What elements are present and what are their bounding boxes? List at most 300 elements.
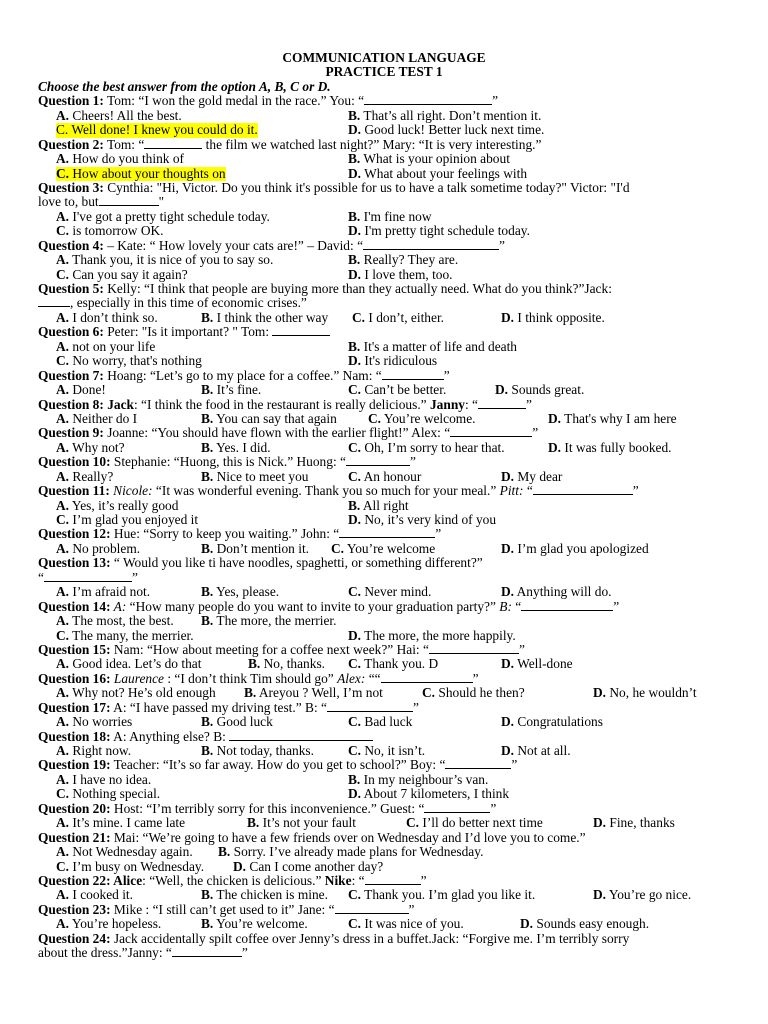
option-c-highlighted[interactable] bbox=[56, 123, 258, 137]
option-b[interactable] bbox=[348, 340, 517, 354]
options-row bbox=[38, 210, 730, 224]
option-text: I cooked it. bbox=[72, 887, 134, 903]
option-text: That’s all right. Don’t mention it. bbox=[363, 107, 542, 123]
option-label: D. bbox=[501, 714, 515, 730]
option-b[interactable] bbox=[248, 657, 325, 671]
option-a[interactable] bbox=[56, 542, 140, 556]
option-b[interactable] bbox=[201, 542, 309, 556]
speaker-name: Alex: bbox=[337, 670, 366, 686]
option-label: B. bbox=[348, 252, 361, 268]
question-11 bbox=[38, 484, 730, 498]
question-17 bbox=[38, 701, 730, 715]
option-a[interactable] bbox=[56, 686, 216, 700]
option-text: Cheers! All the best. bbox=[72, 107, 182, 123]
option-d[interactable] bbox=[348, 167, 527, 181]
option-c[interactable] bbox=[422, 686, 525, 700]
option-c[interactable] bbox=[368, 412, 476, 426]
option-d[interactable] bbox=[501, 657, 573, 671]
option-label: D. bbox=[495, 382, 509, 398]
option-label: C. bbox=[348, 916, 362, 932]
option-label: B. bbox=[201, 743, 214, 759]
option-text: I don’t think so. bbox=[72, 309, 158, 325]
question-3 bbox=[38, 181, 730, 195]
question-text: : “I don’t think Tim should go” bbox=[163, 670, 338, 686]
option-c[interactable] bbox=[352, 311, 444, 325]
question-6 bbox=[38, 325, 730, 339]
option-label: A. bbox=[56, 656, 70, 672]
option-d[interactable] bbox=[593, 816, 675, 830]
option-d[interactable] bbox=[348, 513, 496, 527]
option-label: D. bbox=[501, 656, 515, 672]
question-tail: ” bbox=[443, 367, 450, 383]
option-a[interactable] bbox=[56, 845, 193, 859]
speaker-name: Nicole: bbox=[109, 483, 153, 499]
option-text: I’m glad you enjoyed it bbox=[72, 512, 199, 528]
option-d[interactable] bbox=[501, 470, 562, 484]
option-label: D. bbox=[593, 815, 607, 831]
option-a[interactable] bbox=[56, 109, 182, 123]
option-label: B. bbox=[348, 497, 361, 513]
question-text: “ Would you like ti have noodles, spaghetti, or something different?” bbox=[110, 555, 483, 571]
option-text: All right bbox=[362, 497, 409, 513]
question-number: Question 11: bbox=[38, 483, 110, 499]
option-label: C. bbox=[348, 743, 362, 759]
question-number: Question 5: bbox=[38, 281, 104, 297]
option-b[interactable] bbox=[201, 744, 314, 758]
option-text: It’s mine. I came late bbox=[72, 815, 186, 831]
option-c[interactable] bbox=[56, 224, 164, 238]
option-b[interactable] bbox=[201, 383, 261, 397]
question-number: Question 22: bbox=[38, 872, 111, 888]
option-label: A. bbox=[56, 382, 70, 398]
option-text: Good idea. Let’s do that bbox=[72, 656, 202, 672]
question-number: Question 15: bbox=[38, 641, 111, 657]
option-label: A. bbox=[56, 439, 70, 455]
question-number: Question 13: bbox=[38, 555, 111, 571]
option-b[interactable] bbox=[348, 152, 510, 166]
option-a[interactable] bbox=[56, 152, 184, 166]
option-label: D. bbox=[348, 122, 362, 138]
question-tail: ” bbox=[532, 425, 539, 441]
option-label: D. bbox=[593, 887, 607, 903]
option-a[interactable] bbox=[56, 744, 131, 758]
answer-blank bbox=[346, 465, 410, 466]
question-22 bbox=[38, 874, 730, 888]
options-row bbox=[38, 354, 730, 368]
option-text: You’re welcome. bbox=[216, 916, 308, 932]
option-text: Good luck! Better luck next time. bbox=[364, 122, 545, 138]
option-text: I have no idea. bbox=[72, 771, 152, 787]
option-c[interactable] bbox=[348, 888, 535, 902]
question-text: Kelly: “I think that people are buying more than they actually need. What do you think?”Jack: bbox=[103, 281, 612, 297]
option-label: B. bbox=[348, 107, 361, 123]
option-label: B. bbox=[348, 338, 361, 354]
option-c[interactable] bbox=[406, 816, 543, 830]
options-row bbox=[38, 542, 730, 556]
question-text: “ bbox=[511, 598, 522, 614]
question-number: Question 20: bbox=[38, 800, 111, 816]
option-text: Well done! I knew you could do it. bbox=[71, 122, 258, 138]
option-text: I'm fine now bbox=[363, 208, 432, 224]
question-text: Peter: "Is it important? " Tom: bbox=[103, 324, 273, 340]
option-a[interactable] bbox=[56, 383, 106, 397]
option-text: Sounds easy enough. bbox=[536, 916, 650, 932]
option-a[interactable] bbox=[56, 470, 113, 484]
option-c[interactable] bbox=[56, 513, 198, 527]
question-text: ““ bbox=[365, 670, 381, 686]
option-c[interactable] bbox=[348, 744, 425, 758]
option-label: B. bbox=[201, 714, 214, 730]
question-tail: ” bbox=[499, 237, 505, 253]
options-row bbox=[38, 585, 730, 599]
question-21 bbox=[38, 831, 730, 845]
option-label: C. bbox=[348, 468, 362, 484]
option-label: C. bbox=[56, 353, 70, 369]
option-label: A. bbox=[56, 252, 70, 268]
option-text: not on your life bbox=[72, 338, 156, 354]
answer-blank bbox=[339, 537, 435, 538]
option-d[interactable] bbox=[495, 383, 584, 397]
answer-blank bbox=[327, 711, 413, 712]
option-a[interactable] bbox=[56, 340, 155, 354]
option-d[interactable] bbox=[548, 441, 672, 455]
option-c[interactable] bbox=[348, 441, 505, 455]
question-5 bbox=[38, 282, 730, 296]
option-d[interactable] bbox=[593, 888, 691, 902]
question-text: Teacher: “It’s so far away. How do you get to school?” Boy: “ bbox=[110, 757, 446, 773]
question-tail: ” bbox=[131, 569, 138, 585]
options-row bbox=[38, 109, 730, 123]
question-text: A: “I have passed my driving test.” B: “ bbox=[110, 699, 327, 715]
question-number: Question 24: bbox=[38, 930, 111, 946]
option-c-highlighted[interactable] bbox=[56, 167, 226, 181]
option-label: D. bbox=[348, 353, 362, 369]
option-a[interactable] bbox=[56, 917, 161, 931]
option-label: A. bbox=[56, 497, 70, 513]
option-text: Bad luck bbox=[364, 714, 413, 730]
option-text: You’re welcome. bbox=[383, 410, 476, 426]
option-text: My dear bbox=[517, 468, 563, 484]
options-row bbox=[38, 629, 730, 643]
option-c[interactable] bbox=[56, 354, 202, 368]
option-b[interactable] bbox=[348, 773, 488, 787]
speaker-name: Nike bbox=[324, 872, 352, 888]
option-b[interactable] bbox=[218, 845, 483, 859]
answer-blank bbox=[38, 306, 70, 307]
question-tail: the film we watched last night?” Mary: “It is very interesting.” bbox=[202, 136, 542, 152]
speaker-name: Pitt: bbox=[499, 483, 524, 499]
question-text: : “I think the food in the restaurant is really delicious.” bbox=[133, 396, 430, 412]
options-row bbox=[38, 499, 730, 513]
options-row bbox=[38, 268, 730, 282]
question-number: Question 16: bbox=[38, 670, 111, 686]
option-a[interactable] bbox=[56, 499, 178, 513]
answer-blank bbox=[533, 494, 633, 495]
option-text: I've got a pretty tight schedule today. bbox=[72, 208, 270, 224]
option-label: B. bbox=[201, 382, 214, 398]
option-text: I don’t, either. bbox=[368, 309, 445, 325]
option-c[interactable] bbox=[56, 268, 188, 282]
option-text: The chicken is mine. bbox=[216, 887, 328, 903]
option-b[interactable] bbox=[244, 686, 383, 700]
option-text: Neither do I bbox=[72, 410, 138, 426]
option-b[interactable] bbox=[348, 210, 432, 224]
option-d[interactable] bbox=[348, 268, 453, 282]
options-row bbox=[38, 845, 730, 859]
question-24-cont bbox=[38, 946, 730, 960]
option-text: Anything will do. bbox=[516, 584, 612, 600]
answer-blank bbox=[424, 812, 490, 813]
question-number: Question 17: bbox=[38, 699, 111, 715]
options-row bbox=[38, 657, 730, 671]
option-d[interactable] bbox=[520, 917, 649, 931]
question-text: “ bbox=[523, 483, 533, 499]
question-tail: ” bbox=[518, 641, 525, 657]
answer-blank bbox=[229, 740, 373, 741]
option-text: is tomorrow OK. bbox=[72, 223, 164, 239]
option-label: A. bbox=[56, 309, 70, 325]
option-d[interactable] bbox=[548, 412, 677, 426]
question-14 bbox=[38, 600, 730, 614]
option-b[interactable] bbox=[201, 917, 308, 931]
option-text: Don’t mention it. bbox=[216, 540, 310, 556]
option-label: B. bbox=[247, 815, 260, 831]
option-label: D. bbox=[348, 223, 362, 239]
option-text: Well-done bbox=[517, 656, 573, 672]
option-label: B. bbox=[201, 613, 214, 629]
option-d[interactable] bbox=[348, 787, 509, 801]
option-text: The more, the more happily. bbox=[364, 627, 516, 643]
option-label: B. bbox=[348, 771, 361, 787]
option-label: C. bbox=[56, 165, 70, 181]
question-number: Question 19: bbox=[38, 757, 111, 773]
option-b[interactable] bbox=[201, 470, 309, 484]
option-text: Not Wednesday again. bbox=[72, 844, 193, 860]
option-a[interactable] bbox=[56, 311, 158, 325]
option-label: C. bbox=[331, 540, 345, 556]
option-label: C. bbox=[348, 656, 362, 672]
question-text: “How many people do you want to invite to your graduation party?” bbox=[126, 598, 500, 614]
option-text: The more, the merrier. bbox=[216, 613, 337, 629]
option-b[interactable] bbox=[201, 888, 328, 902]
option-c[interactable] bbox=[331, 542, 435, 556]
option-a[interactable] bbox=[56, 210, 270, 224]
question-text: : “ bbox=[351, 872, 365, 888]
option-label: A. bbox=[56, 771, 70, 787]
option-c[interactable] bbox=[56, 860, 204, 874]
option-c[interactable] bbox=[348, 470, 421, 484]
option-text: I’m busy on Wednesday. bbox=[72, 858, 205, 874]
option-d[interactable] bbox=[501, 744, 571, 758]
option-label: B. bbox=[244, 685, 257, 701]
option-c[interactable] bbox=[56, 787, 160, 801]
question-tail: ” bbox=[420, 872, 427, 888]
option-label: D. bbox=[348, 786, 362, 802]
question-3-cont bbox=[38, 195, 730, 209]
option-b[interactable] bbox=[201, 311, 328, 325]
option-text: Thank you. D bbox=[364, 656, 439, 672]
option-text: Really? They are. bbox=[363, 252, 459, 268]
option-text: The most, the best. bbox=[72, 613, 174, 629]
option-text: No, thanks. bbox=[263, 656, 326, 672]
question-number: Question 2: bbox=[38, 136, 104, 152]
option-d[interactable] bbox=[593, 686, 697, 700]
option-text: No worries bbox=[72, 714, 133, 730]
answer-blank bbox=[172, 956, 242, 957]
question-text: , especially in this time of economic crises.” bbox=[70, 295, 307, 311]
option-label: C. bbox=[56, 786, 70, 802]
option-label: D. bbox=[548, 439, 562, 455]
option-b[interactable] bbox=[348, 109, 541, 123]
options-row bbox=[38, 917, 730, 931]
option-b[interactable] bbox=[348, 253, 458, 267]
option-label: D. bbox=[501, 309, 515, 325]
option-text: About 7 kilometers, I think bbox=[363, 786, 510, 802]
option-a[interactable] bbox=[56, 412, 137, 426]
options-row bbox=[38, 383, 730, 397]
question-text: Tom: “ bbox=[103, 136, 145, 152]
option-a[interactable] bbox=[56, 614, 174, 628]
question-10 bbox=[38, 455, 730, 469]
option-text: What is your opinion about bbox=[363, 151, 510, 167]
option-label: C. bbox=[422, 685, 436, 701]
option-d[interactable] bbox=[501, 585, 612, 599]
option-a[interactable] bbox=[56, 816, 185, 830]
option-text: Thank you, it is nice of you to say so. bbox=[72, 252, 274, 268]
option-a[interactable] bbox=[56, 715, 132, 729]
option-label: B. bbox=[201, 540, 214, 556]
option-b[interactable] bbox=[201, 412, 337, 426]
option-text: An honour bbox=[363, 468, 422, 484]
option-b[interactable] bbox=[348, 499, 409, 513]
option-text: Done! bbox=[72, 382, 106, 398]
instructions: Choose the best answer from the option A, B, C or D. bbox=[38, 78, 331, 94]
option-label: A. bbox=[56, 844, 70, 860]
option-c[interactable] bbox=[56, 629, 194, 643]
option-text: It’s fine. bbox=[216, 382, 262, 398]
options-row bbox=[38, 123, 730, 137]
option-label: B. bbox=[201, 916, 214, 932]
option-a[interactable] bbox=[56, 773, 151, 787]
question-8 bbox=[38, 398, 730, 412]
question-text: Host: “I’m terribly sorry for this inconvenience.” Guest: “ bbox=[110, 800, 425, 816]
question-tail: ” bbox=[492, 93, 499, 109]
option-d[interactable] bbox=[348, 629, 516, 643]
option-d[interactable] bbox=[348, 224, 530, 238]
option-label: B. bbox=[201, 887, 214, 903]
option-c[interactable] bbox=[348, 657, 438, 671]
question-text: Hoang: “Let’s go to my place for a coffee.” Nam: “ bbox=[103, 367, 382, 383]
option-label: D. bbox=[501, 743, 515, 759]
options-row bbox=[38, 412, 730, 426]
options-row bbox=[38, 152, 730, 166]
options-row bbox=[38, 787, 730, 801]
option-c[interactable] bbox=[348, 383, 446, 397]
option-text: Sorry. I’ve already made plans for Wednesday. bbox=[233, 844, 484, 860]
options-row bbox=[38, 340, 730, 354]
question-text: love to, but bbox=[38, 194, 99, 210]
question-text: Mai: “We’re going to have a few friends over on Wednesday and I’d love you to come.” bbox=[110, 829, 586, 845]
option-label: D. bbox=[348, 266, 362, 282]
options-row bbox=[38, 614, 730, 628]
option-label: A. bbox=[56, 743, 70, 759]
option-text: Nice to meet you bbox=[216, 468, 309, 484]
option-text: I'm pretty tight schedule today. bbox=[364, 223, 530, 239]
option-b[interactable] bbox=[247, 816, 356, 830]
question-tail: ” bbox=[408, 901, 415, 917]
question-tail: " bbox=[158, 194, 165, 210]
option-b[interactable] bbox=[201, 715, 273, 729]
option-d[interactable] bbox=[501, 311, 605, 325]
options-row bbox=[38, 441, 730, 455]
option-b[interactable] bbox=[201, 614, 336, 628]
question-text: about the dress.”Janny: “ bbox=[38, 945, 172, 961]
option-a[interactable] bbox=[56, 253, 273, 267]
option-label: A. bbox=[56, 613, 70, 629]
question-text: Joanne: “You should have flown with the earlier flight!” Alex: “ bbox=[103, 425, 451, 441]
option-text: I’ll do better next time bbox=[422, 815, 543, 831]
options-row bbox=[38, 773, 730, 787]
option-text: It was fully booked. bbox=[564, 439, 672, 455]
option-c[interactable] bbox=[348, 917, 464, 931]
option-text: No, it’s very kind of you bbox=[364, 512, 497, 528]
option-text: That's why I am here bbox=[564, 410, 677, 426]
option-a[interactable] bbox=[56, 441, 125, 455]
question-9 bbox=[38, 426, 730, 440]
answer-blank bbox=[272, 335, 330, 336]
option-c[interactable] bbox=[348, 715, 412, 729]
option-d[interactable] bbox=[348, 354, 437, 368]
option-a[interactable] bbox=[56, 888, 133, 902]
question-number: Question 12: bbox=[38, 526, 111, 542]
option-label: B. bbox=[348, 151, 361, 167]
option-text: It's ridiculous bbox=[364, 353, 438, 369]
option-b[interactable] bbox=[201, 585, 279, 599]
option-label: C. bbox=[368, 410, 382, 426]
answer-blank bbox=[365, 884, 421, 885]
question-text: Nam: “How about meeting for a coffee next week?” Hai: “ bbox=[110, 641, 429, 657]
question-text: Tom: “I won the gold medal in the race.” You: “ bbox=[103, 93, 365, 109]
option-text: Right now. bbox=[72, 743, 132, 759]
question-7 bbox=[38, 369, 730, 383]
speaker-name: Jack bbox=[103, 396, 134, 412]
question-19 bbox=[38, 758, 730, 772]
speaker-name: Laurence bbox=[110, 670, 164, 686]
option-a[interactable] bbox=[56, 657, 201, 671]
answer-blank bbox=[478, 408, 526, 409]
option-label: B. bbox=[201, 439, 214, 455]
question-text: Hue: “Sorry to keep you waiting.” John: “ bbox=[110, 526, 340, 542]
option-b[interactable] bbox=[201, 441, 271, 455]
option-a[interactable] bbox=[56, 585, 150, 599]
option-d[interactable] bbox=[348, 123, 544, 137]
question-12 bbox=[38, 527, 730, 541]
options-row bbox=[38, 715, 730, 729]
option-d[interactable] bbox=[501, 542, 649, 556]
option-d[interactable] bbox=[501, 715, 603, 729]
option-text: Yes, please. bbox=[216, 584, 280, 600]
option-d[interactable] bbox=[233, 860, 383, 874]
question-tail: ” bbox=[490, 800, 497, 816]
document-page bbox=[38, 51, 730, 961]
question-text: “It was wonderful evening. Thank you so much for your meal.” bbox=[152, 483, 500, 499]
options-row bbox=[38, 744, 730, 758]
option-label: C. bbox=[352, 309, 366, 325]
question-18 bbox=[38, 730, 730, 744]
option-label: A. bbox=[56, 468, 70, 484]
options-row bbox=[38, 860, 730, 874]
option-c[interactable] bbox=[348, 585, 431, 599]
